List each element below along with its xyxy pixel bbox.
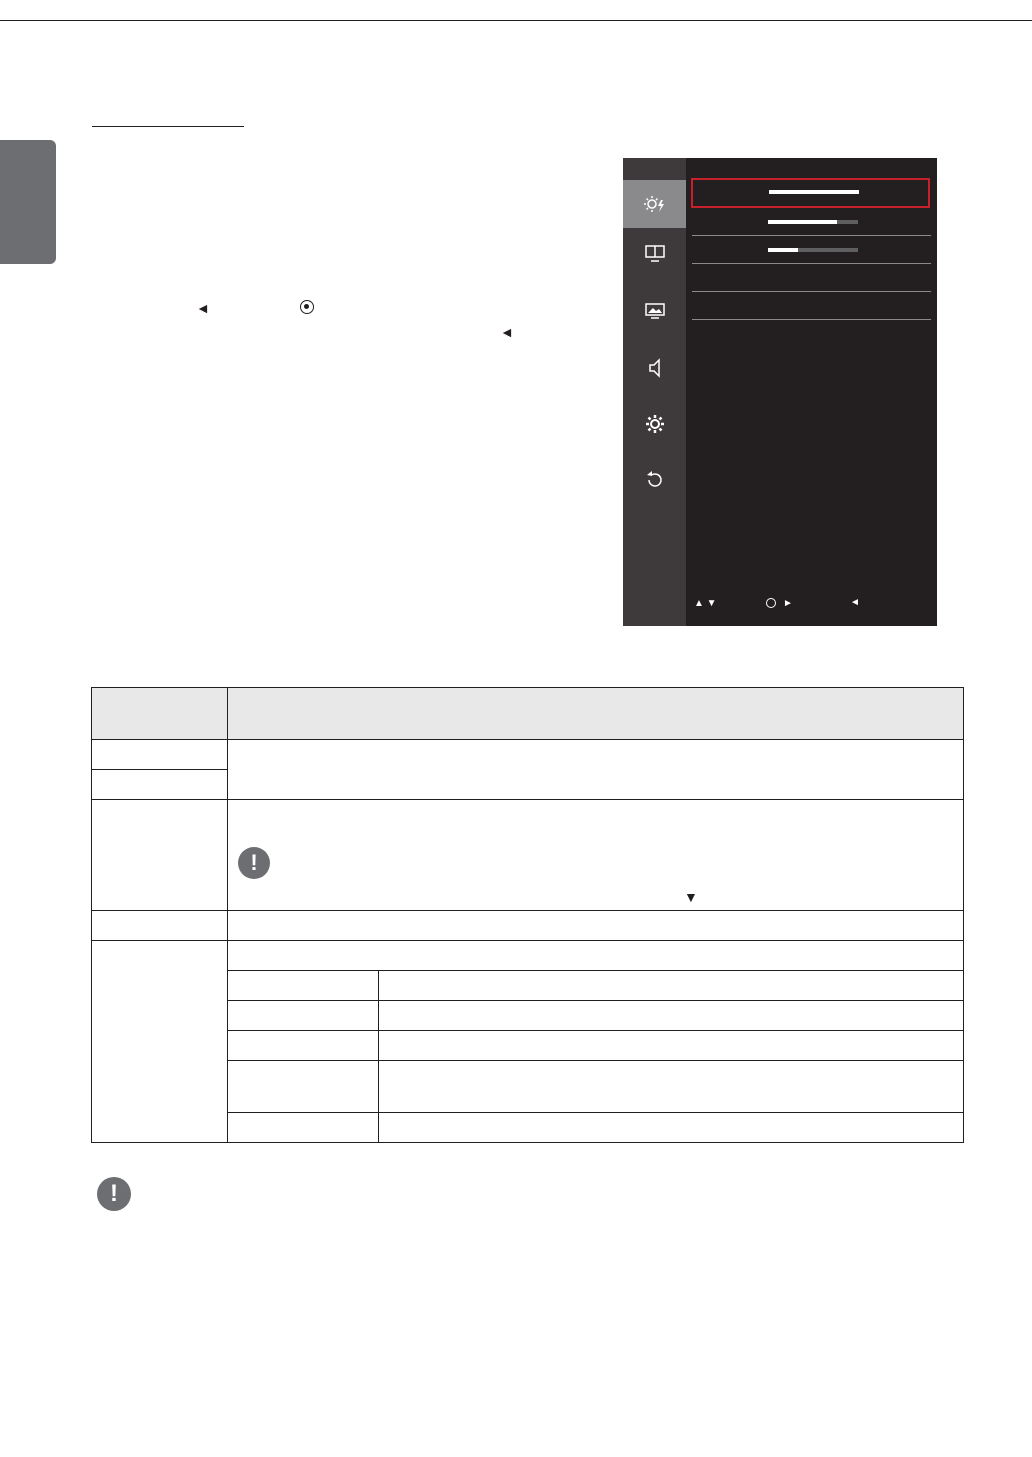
table-cell bbox=[379, 971, 964, 1001]
table-row bbox=[92, 800, 964, 911]
table-cell bbox=[379, 1113, 964, 1143]
table-cell bbox=[228, 1113, 379, 1143]
sound-icon[interactable] bbox=[623, 344, 686, 392]
note-icon: ! bbox=[97, 1177, 131, 1211]
table-cell bbox=[228, 911, 964, 941]
osd-back-hint: ◄ bbox=[850, 597, 860, 608]
quick-settings-icon[interactable] bbox=[623, 180, 686, 228]
table-cell bbox=[92, 800, 228, 911]
osd-select-hint: ► bbox=[783, 598, 793, 609]
table-header-row bbox=[92, 688, 964, 740]
table-row bbox=[92, 740, 964, 770]
settings-table bbox=[91, 687, 964, 1143]
osd-menu-screenshot bbox=[623, 158, 937, 626]
osd-row-2[interactable] bbox=[692, 208, 931, 236]
osd-slider-2[interactable] bbox=[768, 220, 858, 224]
joystick-press-icon bbox=[300, 300, 314, 314]
table-cell bbox=[92, 941, 228, 1143]
left-arrow-glyph-2: ◄ bbox=[500, 324, 514, 340]
osd-row-1[interactable] bbox=[691, 178, 930, 208]
table-note-cell bbox=[228, 800, 964, 911]
osd-icon-rail bbox=[623, 158, 686, 626]
table-cell bbox=[228, 1001, 379, 1031]
osd-slider-3[interactable] bbox=[768, 248, 858, 252]
table-row bbox=[92, 941, 964, 971]
table-cell bbox=[379, 1001, 964, 1031]
display-icon[interactable] bbox=[623, 230, 686, 278]
osd-move-hint: ▲ ▼ bbox=[694, 598, 717, 609]
osd-row-4[interactable] bbox=[692, 264, 931, 292]
table-cell bbox=[228, 941, 964, 971]
table-cell bbox=[92, 770, 228, 800]
language-tab bbox=[0, 140, 56, 264]
osd-row-3[interactable] bbox=[692, 236, 931, 264]
picture-icon[interactable] bbox=[623, 287, 686, 335]
table-cell bbox=[92, 911, 228, 941]
table-header-cell bbox=[92, 688, 228, 740]
table-cell bbox=[228, 1031, 379, 1061]
osd-row-5[interactable] bbox=[692, 292, 931, 320]
note-icon: ! bbox=[238, 847, 270, 879]
table-cell bbox=[92, 740, 228, 770]
down-arrow-glyph: ▼ bbox=[684, 889, 698, 905]
osd-select-icon bbox=[766, 598, 776, 608]
section-title bbox=[92, 104, 244, 127]
table-cell bbox=[228, 1061, 379, 1113]
table-header-cell bbox=[228, 688, 964, 740]
left-arrow-glyph: ◄ bbox=[196, 300, 210, 316]
reset-icon[interactable] bbox=[623, 456, 686, 504]
osd-slider-1[interactable] bbox=[769, 190, 859, 194]
table-cell bbox=[379, 1031, 964, 1061]
settings-icon[interactable] bbox=[623, 400, 686, 448]
top-rule bbox=[0, 20, 1032, 21]
osd-header-strip bbox=[686, 158, 937, 178]
table-cell bbox=[379, 1061, 964, 1113]
table-cell bbox=[228, 971, 379, 1001]
table-row bbox=[92, 911, 964, 941]
table-cell bbox=[228, 740, 964, 800]
